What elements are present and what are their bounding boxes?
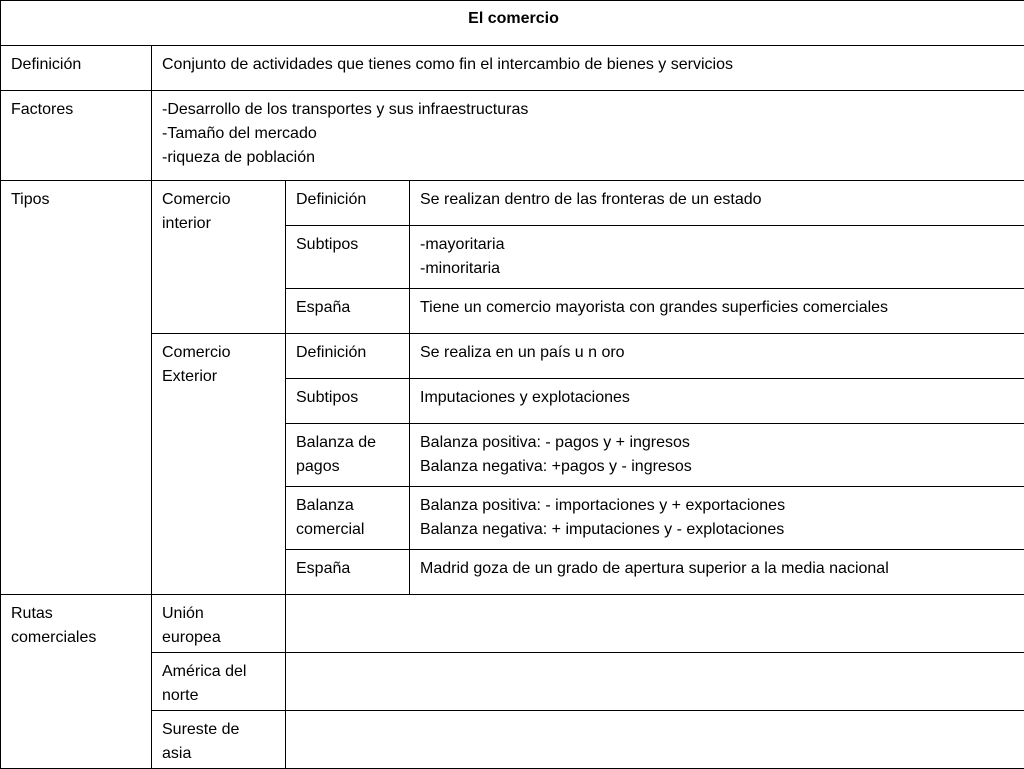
factor-line: -riqueza de población [162,146,1016,170]
label-line: comerciales [11,626,143,650]
value-line: Balanza negativa: + imputaciones y - explotaciones [420,518,1016,542]
subrow-label [286,550,410,595]
value-line: Tiene un comercio mayorista con grandes superficies comerciales [420,296,1016,320]
ruta-region-value [286,653,1024,711]
label-line: Subtipos [296,386,401,410]
ruta-region-label [152,653,286,711]
value-line: Balanza negativa: +pagos y - ingresos [420,455,1016,479]
label-line: pagos [296,455,401,479]
factores-label: Factores [1,91,152,181]
subrow-label [286,289,410,334]
subrow-value [410,424,1024,487]
subrow-value [410,379,1024,424]
factores-value [152,91,1024,181]
tipo-interior-row [1,181,1024,226]
comercio-interior-label [152,181,286,334]
label-line: Exterior [162,365,277,389]
label-line: Sureste de [162,718,277,742]
subrow-value [410,289,1024,334]
value-line: Se realiza en un país u n oro [420,341,1016,365]
label-line: europea [162,626,277,650]
value-line: Imputaciones y explotaciones [420,386,1016,410]
label-line: Definición [296,341,401,365]
subrow-value [410,181,1024,226]
rutas-label [1,595,152,769]
label-line: Comercio [162,341,277,365]
value-line: Se realizan dentro de las fronteras de un estado [420,188,1016,212]
factor-line: -Tamaño del mercado [162,122,1016,146]
label-line: Definición [296,188,401,212]
subrow-value [410,550,1024,595]
subrow-label [286,181,410,226]
label-line: asia [162,742,277,766]
ruta-region-label [152,595,286,653]
label-line: Comercio [162,188,277,212]
ruta-region-value [286,711,1024,769]
ruta-region-value [286,595,1024,653]
table-title: El comercio [1,1,1024,46]
title-row [1,1,1024,46]
label-line: España [296,557,401,581]
value-line: -mayoritaria [420,233,1016,257]
value-line: Balanza positiva: - pagos y + ingresos [420,431,1016,455]
subrow-value [410,334,1024,379]
label-line: Balanza de [296,431,401,455]
factor-line: -Desarrollo de los transportes y sus infraestructuras [162,98,1016,122]
label-line: Subtipos [296,233,401,257]
subrow-label [286,424,410,487]
ruta-row [1,653,1024,711]
definicion-label: Definición [1,46,152,91]
ruta-region-label [152,711,286,769]
label-line: América del [162,660,277,684]
label-line: Unión [162,602,277,626]
subrow-label [286,226,410,289]
label-line: Rutas [11,602,143,626]
subrow-label [286,334,410,379]
definicion-value: Conjunto de actividades que tienes como fin el intercambio de bienes y servicios [152,46,1024,91]
ruta-row [1,711,1024,769]
value-line: Balanza positiva: - importaciones y + exportaciones [420,494,1016,518]
subrow-label [286,379,410,424]
tipos-label: Tipos [1,181,152,595]
definicion-row [1,46,1024,91]
subrow-value [410,487,1024,550]
label-line: interior [162,212,277,236]
label-line: España [296,296,401,320]
subrow-label [286,487,410,550]
rutas-section [1,595,1024,769]
value-line: -minoritaria [420,257,1016,281]
tipo-exterior-row [1,334,1024,379]
label-line: norte [162,684,277,708]
factores-row [1,91,1024,181]
label-line: comercial [296,518,401,542]
comercio-exterior-label [152,334,286,595]
label-line: Balanza [296,494,401,518]
subrow-value [410,226,1024,289]
ruta-row [1,595,1024,653]
tipos-section [1,181,1024,595]
value-line: Madrid goza de un grado de apertura superior a la media nacional [420,557,1016,581]
